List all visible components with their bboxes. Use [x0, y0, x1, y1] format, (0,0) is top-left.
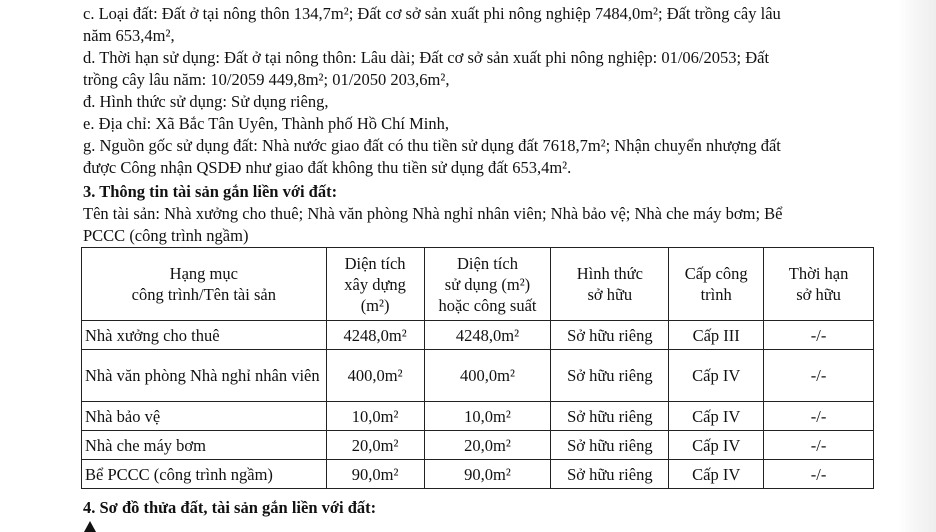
cell-usage-area: 400,0m²: [424, 350, 551, 402]
cell-building-grade: Cấp IV: [669, 350, 764, 402]
header-item-name: Hạng mục công trình/Tên tài sản: [82, 248, 327, 321]
header-ownership-form: Hình thức sở hữu: [551, 248, 669, 321]
page-edge-shadow: [898, 0, 936, 532]
cell-asset-name: Nhà che máy bơm: [82, 431, 327, 460]
header-ownership-term: Thời hạn sở hữu: [764, 248, 874, 321]
cell-ownership-term: -/-: [764, 402, 874, 431]
asset-names-line-2: PCCC (công trình ngầm): [83, 226, 249, 245]
cell-built-area: 10,0m²: [326, 402, 424, 431]
cell-ownership-form: Sở hữu riêng: [551, 431, 669, 460]
cell-usage-area: 10,0m²: [424, 402, 551, 431]
cell-usage-area: 20,0m²: [424, 431, 551, 460]
cell-usage-area: 4248,0m²: [424, 321, 551, 350]
north-arrow-icon: [84, 521, 96, 532]
header-usage-area: Diện tích sử dụng (m²) hoặc công suất: [424, 248, 551, 321]
cell-ownership-term: -/-: [764, 431, 874, 460]
cell-asset-name: Bể PCCC (công trình ngầm): [82, 460, 327, 489]
cell-built-area: 20,0m²: [326, 431, 424, 460]
section-3-heading: 3. Thông tin tài sản gắn liền với đất:: [83, 182, 338, 201]
cell-asset-name: Nhà bảo vệ: [82, 402, 327, 431]
cell-built-area: 400,0m²: [326, 350, 424, 402]
table-row: [82, 321, 874, 350]
cell-built-area: 90,0m²: [326, 460, 424, 489]
cell-building-grade: Cấp IV: [669, 402, 764, 431]
table-row: [82, 350, 874, 402]
cell-usage-area: 90,0m²: [424, 460, 551, 489]
header-building-grade: Cấp công trình: [669, 248, 764, 321]
cell-building-grade: Cấp IV: [669, 431, 764, 460]
cell-ownership-form: Sở hữu riêng: [551, 321, 669, 350]
usage-term-line-2: trồng cây lâu năm: 10/2059 449,8m²; 01/2050 203,6m²,: [83, 70, 450, 89]
cell-built-area: 4248,0m²: [326, 321, 424, 350]
origin-line-2: được Công nhận QSDĐ như giao đất không thu tiền sử dụng đất 653,4m².: [83, 158, 572, 177]
table-header-row: [82, 248, 874, 321]
usage-form-line: đ. Hình thức sử dụng: Sử dụng riêng,: [83, 92, 329, 111]
table-row: [82, 402, 874, 431]
cell-ownership-term: -/-: [764, 350, 874, 402]
cell-ownership-form: Sở hữu riêng: [551, 402, 669, 431]
section-4-heading: 4. Sơ đồ thửa đất, tài sản gắn liền với đất:: [83, 498, 377, 517]
cell-ownership-term: -/-: [764, 321, 874, 350]
table-row: [82, 431, 874, 460]
land-type-line-2: năm 653,4m²,: [83, 26, 175, 45]
origin-line-1: g. Nguồn gốc sử dụng đất: Nhà nước giao đất có thu tiền sử dụng đất 7618,7m²; Nhận chuyển nhượng đất: [83, 136, 781, 155]
cell-ownership-form: Sở hữu riêng: [551, 350, 669, 402]
land-type-line-1: c. Loại đất: Đất ở tại nông thôn 134,7m²; Đất cơ sở sản xuất phi nông nghiệp 7484,0m²; Đất trồng cây lâu: [83, 4, 781, 23]
asset-names-line-1: Tên tài sản: Nhà xưởng cho thuê; Nhà văn phòng Nhà nghỉ nhân viên; Nhà bảo vệ; Nhà che máy bơm; Bể: [83, 204, 783, 223]
cell-building-grade: Cấp III: [669, 321, 764, 350]
cell-ownership-term: -/-: [764, 460, 874, 489]
usage-term-line-1: d. Thời hạn sử dụng: Đất ở tại nông thôn: Lâu dài; Đất cơ sở sản xuất phi nông nghiệp: 01/06/2053; Đất: [83, 48, 770, 67]
cell-ownership-form: Sở hữu riêng: [551, 460, 669, 489]
asset-table: [81, 247, 874, 489]
cell-asset-name: Nhà xưởng cho thuê: [82, 321, 327, 350]
header-built-area: Diện tích xây dựng (m²): [326, 248, 424, 321]
cell-asset-name: Nhà văn phòng Nhà nghỉ nhân viên: [82, 350, 327, 402]
table-row: [82, 460, 874, 489]
address-line: e. Địa chỉ: Xã Bắc Tân Uyên, Thành phố Hồ Chí Minh,: [83, 114, 449, 133]
cell-building-grade: Cấp IV: [669, 460, 764, 489]
